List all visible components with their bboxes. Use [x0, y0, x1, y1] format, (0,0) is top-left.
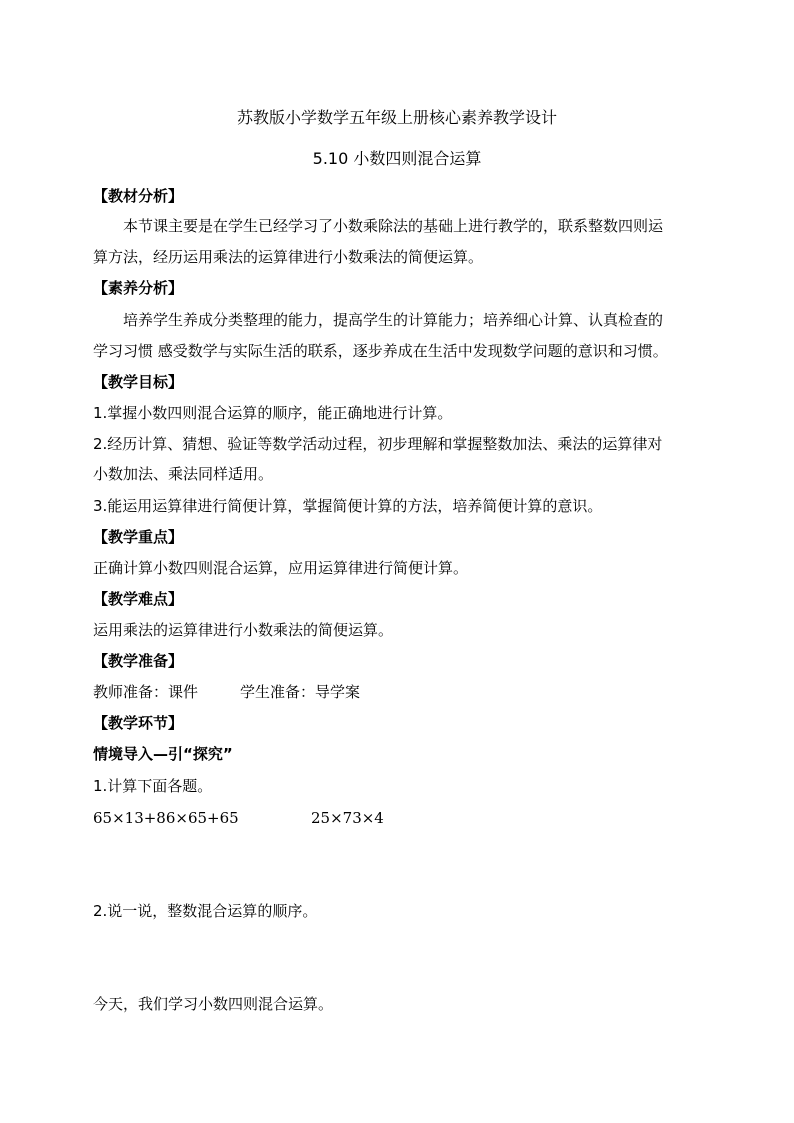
math-expression: 25×73×4: [311, 809, 384, 827]
student-preparation: 学生准备：导学案: [240, 683, 361, 701]
paragraph-line: 培养学生养成分类整理的能力，提高学生的计算能力；培养细心计算、认真检查的: [123, 311, 664, 329]
section-heading-process: 【教学环节】: [93, 714, 184, 732]
math-expression: 65×13+86×65+65: [93, 809, 239, 827]
paragraph-line: 正确计算小数四则混合运算，应用运算律进行简便计算。: [93, 559, 469, 577]
goal-item: 小数加法、乘法同样适用。: [93, 465, 274, 483]
closing-line: 今天，我们学习小数四则混合运算。: [93, 995, 334, 1013]
section-heading-analysis: 【教材分析】: [93, 187, 184, 205]
section-heading-difficulties: 【教学难点】: [93, 590, 184, 608]
section-heading-preparation: 【教学准备】: [93, 652, 184, 670]
paragraph-line: 运用乘法的运算律进行小数乘法的简便运算。: [93, 621, 394, 639]
paragraph-line: 算方法，经历运用乘法的运算律进行小数乘法的简便运算。: [93, 248, 484, 266]
paragraph-line: 本节课主要是在学生已经学习了小数乘除法的基础上进行教学的，联系整数四则运: [123, 217, 664, 235]
process-subheading: 情境导入—引“探究”: [93, 745, 233, 763]
document-title: 苏教版小学数学五年级上册核心素养教学设计: [236, 108, 557, 127]
goal-item: 2.经历计算、猜想、验证等数学活动过程，初步理解和掌握整数加法、乘法的运算律对: [93, 435, 663, 453]
document-subtitle: 5.10 小数四则混合运算: [312, 149, 482, 168]
exercise-item: 2.说一说，整数混合运算的顺序。: [93, 902, 318, 920]
teacher-preparation: 教师准备：课件: [93, 683, 199, 701]
section-heading-key-points: 【教学重点】: [93, 528, 184, 546]
section-heading-literacy: 【素养分析】: [93, 279, 184, 297]
goal-item: 3.能运用运算律进行简便计算，掌握简便计算的方法，培养简便计算的意识。: [93, 497, 603, 515]
goal-item: 1.掌握小数四则混合运算的顺序，能正确地进行计算。: [93, 404, 453, 422]
paragraph-line: 学习习惯 感受数学与实际生活的联系，逐步养成在生活中发现数学问题的意识和习惯。: [93, 342, 668, 360]
exercise-item: 1.计算下面各题。: [93, 777, 213, 795]
section-heading-goals: 【教学目标】: [93, 373, 184, 391]
